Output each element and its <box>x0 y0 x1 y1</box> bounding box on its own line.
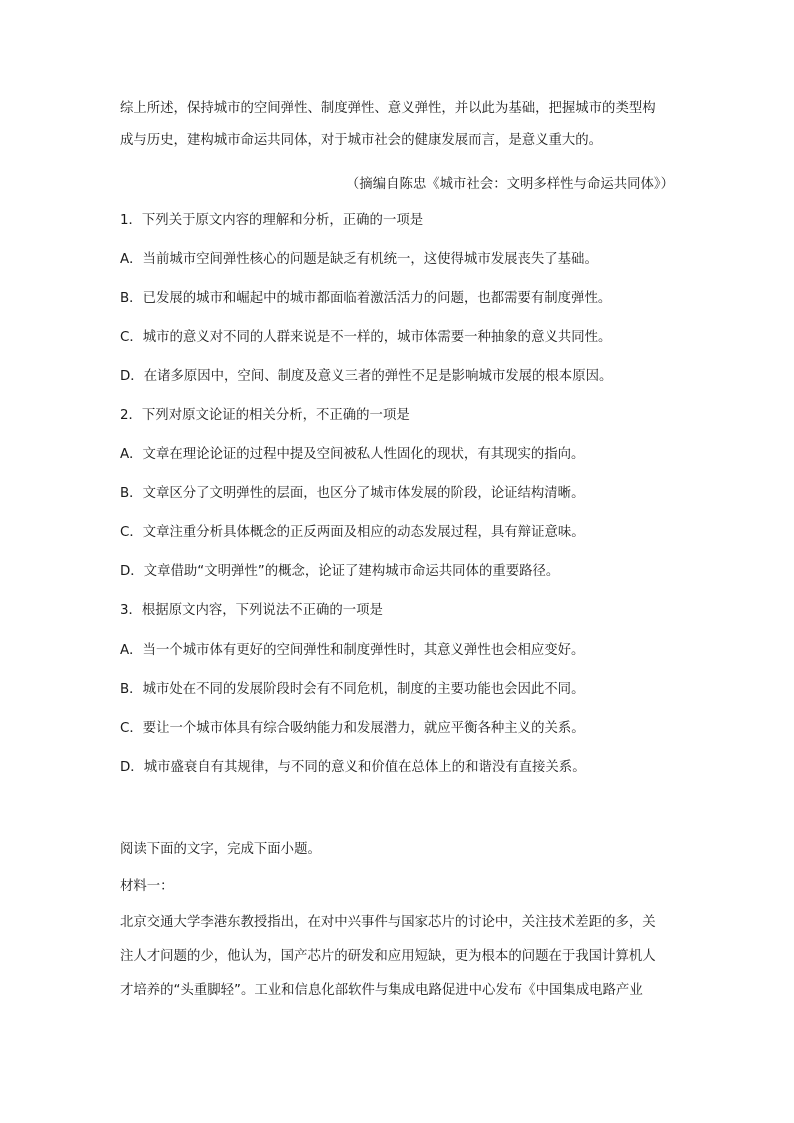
material-label: 材料一： <box>120 879 174 894</box>
question-2-option-d: D．文章借助“文明弹性”的概念，论证了建构城市命运共同体的重要路径。 <box>120 564 560 579</box>
question-1-stem: 1．下列关于原文内容的理解和分析，正确的一项是 <box>120 213 424 228</box>
intro-line-2: 成与历史，建构城市命运共同体，对于城市社会的健康发展而言，是意义重大的。 <box>120 133 603 148</box>
question-2-option-b: B．文章区分了文明弹性的层面，也区分了城市体发展的阶段，论证结构清晰。 <box>120 486 585 501</box>
question-3-stem: 3．根据原文内容，下列说法不正确的一项是 <box>120 603 383 618</box>
reading-instruction: 阅读下面的文字，完成下面小题。 <box>120 842 321 857</box>
question-3-option-b: B．城市处在不同的发展阶段时会有不同危机，制度的主要功能也会因此不同。 <box>120 682 585 697</box>
question-3-option-c: C．要让一个城市体具有综合吸纳能力和发展潜力，就应平衡各种主义的关系。 <box>120 721 585 736</box>
intro-line-1: 综上所述，保持城市的空间弹性、制度弹性、意义弹性，并以此为基础，把握城市的类型构 <box>120 101 656 116</box>
question-2-stem: 2．下列对原文论证的相关分析，不正确的一项是 <box>120 408 410 423</box>
question-1-option-a: A．当前城市空间弹性核心的问题是缺乏有机统一，这使得城市发展丧失了基础。 <box>120 252 598 267</box>
question-3-option-a: A．当一个城市体有更好的空间弹性和制度弹性时，其意义弹性也会相应变好。 <box>120 643 585 658</box>
material-line-3: 才培养的“头重脚轻”。工业和信息化部软件与集成电路促进中心发布《中国集成电路产业 <box>120 983 643 998</box>
source-citation: （摘编自陈忠《城市社会：文明多样性与命运共同体》） <box>345 177 674 192</box>
question-1-option-b: B．已发展的城市和崛起中的城市都面临着激活活力的问题，也都需要有制度弹性。 <box>120 291 612 306</box>
question-1-option-d: D．在诸多原因中，空间、制度及意义三者的弹性不足是影响城市发展的根本原因。 <box>120 369 613 384</box>
question-2-option-a: A．文章在理论论证的过程中提及空间被私人性固化的现状，有其现实的指向。 <box>120 447 585 462</box>
question-2-option-c: C．文章注重分析具体概念的正反两面及相应的动态发展过程，具有辩证意味。 <box>120 525 585 540</box>
material-line-2: 注人才问题的少，他认为，国产芯片的研发和应用短缺，更为根本的问题在于我国计算机人 <box>120 949 656 964</box>
material-line-1: 北京交通大学李港东教授指出，在对中兴事件与国家芯片的讨论中，关注技术差距的多，关 <box>120 915 656 930</box>
question-1-option-c: C．城市的意义对不同的人群来说是不一样的，城市体需要一种抽象的意义共同性。 <box>120 330 612 345</box>
question-3-option-d: D．城市盛衰自有其规律，与不同的意义和价值在总体上的和谐没有直接关系。 <box>120 760 586 775</box>
